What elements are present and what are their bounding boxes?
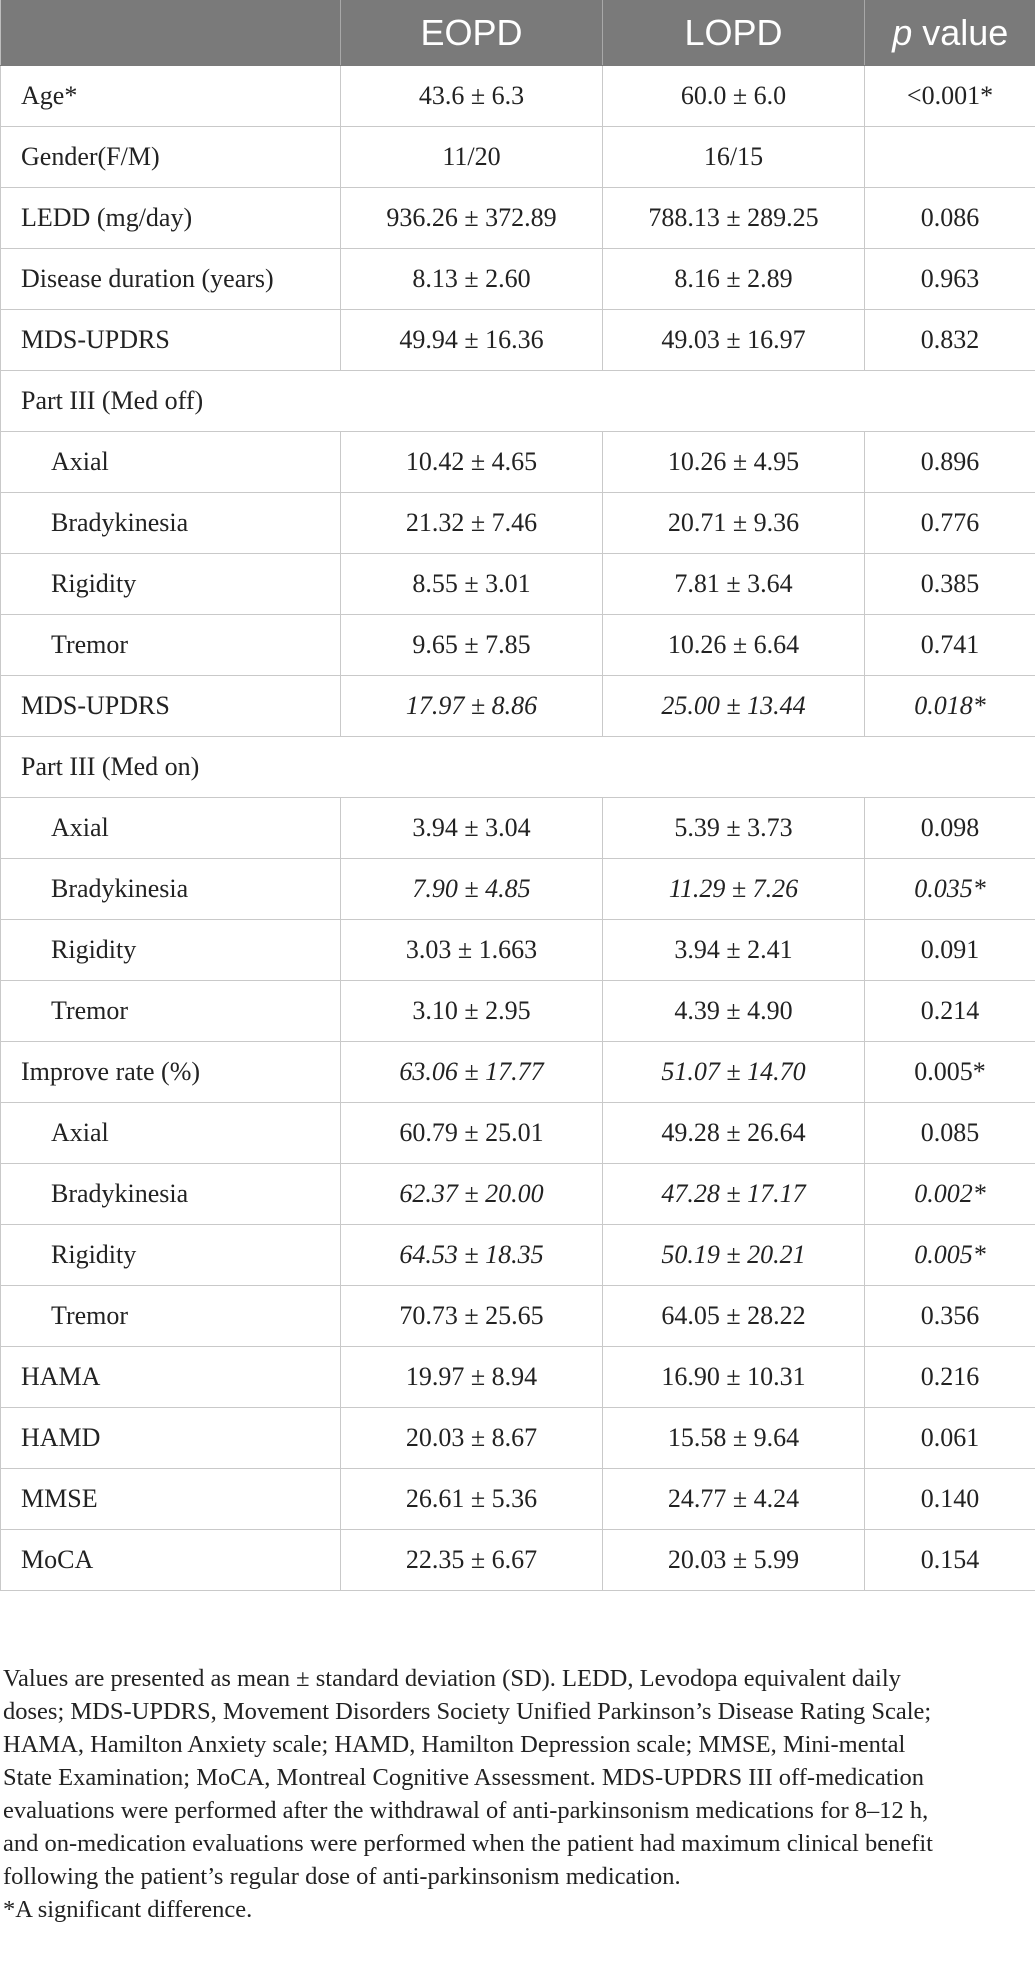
- lopd-value: 15.58 ± 9.64: [603, 1408, 865, 1469]
- lopd-value: 7.81 ± 3.64: [603, 554, 865, 615]
- row-label: Rigidity: [1, 554, 341, 615]
- p-value: 0.963: [865, 249, 1035, 310]
- table-row: [1, 310, 1035, 371]
- row-label: MDS-UPDRS: [1, 676, 341, 737]
- header-p-letter: p: [892, 11, 913, 53]
- p-value: 0.085: [865, 1103, 1035, 1164]
- p-value: <0.001*: [865, 66, 1035, 127]
- row-label: Axial: [1, 1103, 341, 1164]
- row-label: Bradykinesia: [1, 859, 341, 920]
- lopd-value: 51.07 ± 14.70: [603, 1042, 865, 1103]
- header-p-rest: value: [912, 11, 1009, 53]
- row-label: LEDD (mg/day): [1, 188, 341, 249]
- eopd-value: 19.97 ± 8.94: [341, 1347, 603, 1408]
- p-value: 0.832: [865, 310, 1035, 371]
- lopd-value: 49.28 ± 26.64: [603, 1103, 865, 1164]
- row-label: Tremor: [1, 615, 341, 676]
- table-group-row: [1, 737, 1035, 798]
- eopd-value: 20.03 ± 8.67: [341, 1408, 603, 1469]
- table-row: [1, 66, 1035, 127]
- eopd-value: 26.61 ± 5.36: [341, 1469, 603, 1530]
- row-label: Rigidity: [1, 1225, 341, 1286]
- lopd-value: 24.77 ± 4.24: [603, 1469, 865, 1530]
- header-lopd: LOPD: [603, 0, 865, 66]
- lopd-value: 8.16 ± 2.89: [603, 249, 865, 310]
- lopd-value: 788.13 ± 289.25: [603, 188, 865, 249]
- row-label: Age*: [1, 66, 341, 127]
- row-label: HAMD: [1, 1408, 341, 1469]
- row-label: Rigidity: [1, 920, 341, 981]
- lopd-value: 64.05 ± 28.22: [603, 1286, 865, 1347]
- notes-line: HAMA, Hamilton Anxiety scale; HAMD, Hamilton Depression scale; MMSE, Mini-mental: [3, 1731, 906, 1758]
- eopd-value: 43.6 ± 6.3: [341, 66, 603, 127]
- eopd-value: 7.90 ± 4.85: [341, 859, 603, 920]
- p-value: 0.005*: [865, 1042, 1035, 1103]
- table-row: [1, 1225, 1035, 1286]
- lopd-value: 50.19 ± 20.21: [603, 1225, 865, 1286]
- p-value: 0.741: [865, 615, 1035, 676]
- lopd-value: 20.71 ± 9.36: [603, 493, 865, 554]
- row-label: HAMA: [1, 1347, 341, 1408]
- header-p-value: [865, 0, 1035, 66]
- p-value: 0.356: [865, 1286, 1035, 1347]
- row-label: MDS-UPDRS: [1, 310, 341, 371]
- p-value: 0.002*: [865, 1164, 1035, 1225]
- row-label: Bradykinesia: [1, 493, 341, 554]
- p-value: 0.214: [865, 981, 1035, 1042]
- table-group-row: [1, 371, 1035, 432]
- row-label: Disease duration (years): [1, 249, 341, 310]
- p-value: 0.098: [865, 798, 1035, 859]
- significance-footnote: *A significant difference.: [3, 1896, 253, 1923]
- eopd-value: 8.13 ± 2.60: [341, 249, 603, 310]
- row-label: MoCA: [1, 1530, 341, 1591]
- header-label-cell: [1, 0, 341, 66]
- p-value: 0.896: [865, 432, 1035, 493]
- notes-line: following the patient’s regular dose of anti-parkinsonism medication.: [3, 1863, 681, 1890]
- table-row: [1, 1469, 1035, 1530]
- eopd-value: 60.79 ± 25.01: [341, 1103, 603, 1164]
- notes-line: doses; MDS-UPDRS, Movement Disorders Society Unified Parkinson’s Disease Rating Scale;: [3, 1698, 932, 1725]
- eopd-value: 64.53 ± 18.35: [341, 1225, 603, 1286]
- eopd-value: 8.55 ± 3.01: [341, 554, 603, 615]
- eopd-value: 9.65 ± 7.85: [341, 615, 603, 676]
- table-header-row: [1, 0, 1035, 66]
- notes-line: State Examination; MoCA, Montreal Cognitive Assessment. MDS-UPDRS III off-medication: [3, 1764, 924, 1791]
- row-label: Tremor: [1, 981, 341, 1042]
- table-row: [1, 188, 1035, 249]
- lopd-value: 11.29 ± 7.26: [603, 859, 865, 920]
- p-value: 0.005*: [865, 1225, 1035, 1286]
- table-row: [1, 1103, 1035, 1164]
- table-row: [1, 249, 1035, 310]
- eopd-value: 63.06 ± 17.77: [341, 1042, 603, 1103]
- row-label: Axial: [1, 798, 341, 859]
- row-label: MMSE: [1, 1469, 341, 1530]
- table-row: [1, 1042, 1035, 1103]
- table-row: [1, 1530, 1035, 1591]
- table-row: [1, 798, 1035, 859]
- p-value: [865, 127, 1035, 188]
- table-notes: [0, 1662, 1035, 1926]
- p-value: 0.140: [865, 1469, 1035, 1530]
- table-row: [1, 432, 1035, 493]
- table-row: [1, 1164, 1035, 1225]
- eopd-value: 22.35 ± 6.67: [341, 1530, 603, 1591]
- table-row: [1, 859, 1035, 920]
- p-value: 0.061: [865, 1408, 1035, 1469]
- group-label: Part III (Med off): [1, 371, 1035, 432]
- notes-line: Values are presented as mean ± standard deviation (SD). LEDD, Levodopa equivalent daily: [3, 1665, 901, 1692]
- lopd-value: 20.03 ± 5.99: [603, 1530, 865, 1591]
- table-row: [1, 1347, 1035, 1408]
- lopd-value: 16/15: [603, 127, 865, 188]
- row-label: Axial: [1, 432, 341, 493]
- notes-line: evaluations were performed after the withdrawal of anti-parkinsonism medications for 8–12 h,: [3, 1797, 929, 1824]
- table-row: [1, 981, 1035, 1042]
- p-value: 0.385: [865, 554, 1035, 615]
- p-value: 0.091: [865, 920, 1035, 981]
- eopd-value: 10.42 ± 4.65: [341, 432, 603, 493]
- eopd-value: 3.94 ± 3.04: [341, 798, 603, 859]
- lopd-value: 60.0 ± 6.0: [603, 66, 865, 127]
- row-label: Tremor: [1, 1286, 341, 1347]
- table-row: [1, 920, 1035, 981]
- row-label: Improve rate (%): [1, 1042, 341, 1103]
- lopd-value: 16.90 ± 10.31: [603, 1347, 865, 1408]
- eopd-value: 21.32 ± 7.46: [341, 493, 603, 554]
- eopd-value: 3.10 ± 2.95: [341, 981, 603, 1042]
- row-label: Bradykinesia: [1, 1164, 341, 1225]
- table-row: [1, 1286, 1035, 1347]
- table-row: [1, 676, 1035, 737]
- p-value: 0.086: [865, 188, 1035, 249]
- table-row: [1, 127, 1035, 188]
- lopd-value: 49.03 ± 16.97: [603, 310, 865, 371]
- group-label: Part III (Med on): [1, 737, 1035, 798]
- p-value: 0.035*: [865, 859, 1035, 920]
- lopd-value: 4.39 ± 4.90: [603, 981, 865, 1042]
- p-value: 0.018*: [865, 676, 1035, 737]
- eopd-value: 3.03 ± 1.663: [341, 920, 603, 981]
- notes-line: and on-medication evaluations were performed when the patient had maximum clinical benefit: [3, 1830, 933, 1857]
- p-value: 0.216: [865, 1347, 1035, 1408]
- eopd-value: 70.73 ± 25.65: [341, 1286, 603, 1347]
- p-value: 0.776: [865, 493, 1035, 554]
- notes-paragraph: [0, 1662, 1035, 1893]
- lopd-value: 10.26 ± 4.95: [603, 432, 865, 493]
- header-eopd: EOPD: [341, 0, 603, 66]
- table-body: [1, 66, 1035, 1591]
- table-row: [1, 493, 1035, 554]
- lopd-value: 3.94 ± 2.41: [603, 920, 865, 981]
- table-row: [1, 1408, 1035, 1469]
- eopd-value: 49.94 ± 16.36: [341, 310, 603, 371]
- table-row: [1, 615, 1035, 676]
- table-row: [1, 554, 1035, 615]
- eopd-value: 936.26 ± 372.89: [341, 188, 603, 249]
- eopd-value: 62.37 ± 20.00: [341, 1164, 603, 1225]
- lopd-value: 47.28 ± 17.17: [603, 1164, 865, 1225]
- row-label: Gender(F/M): [1, 127, 341, 188]
- lopd-value: 25.00 ± 13.44: [603, 676, 865, 737]
- p-value: 0.154: [865, 1530, 1035, 1591]
- lopd-value: 10.26 ± 6.64: [603, 615, 865, 676]
- eopd-value: 17.97 ± 8.86: [341, 676, 603, 737]
- lopd-value: 5.39 ± 3.73: [603, 798, 865, 859]
- eopd-value: 11/20: [341, 127, 603, 188]
